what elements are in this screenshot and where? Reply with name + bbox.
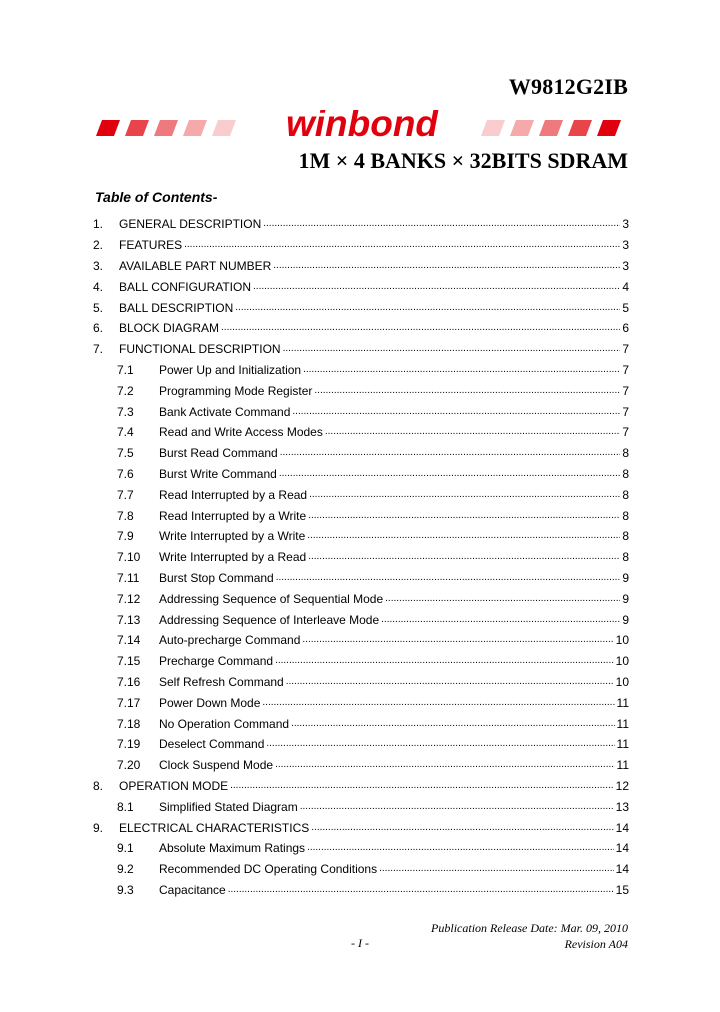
dot-leader	[263, 217, 620, 231]
dot-leader	[221, 321, 620, 335]
toc-entry-page: 8	[622, 487, 629, 502]
dot-leader	[262, 696, 614, 710]
document-title: 1M × 4 BANKS × 32BITS SDRAM	[298, 148, 628, 173]
toc-entry-number: 7.15	[117, 654, 141, 669]
toc-entry-number: 2.	[93, 238, 104, 253]
toc-entry[interactable]	[93, 464, 629, 485]
toc-entry[interactable]	[93, 380, 629, 401]
toc-entry-page: 10	[615, 633, 629, 648]
toc-entry-page: 9	[622, 570, 629, 585]
winbond-logo	[96, 110, 628, 144]
right-stripe	[568, 120, 592, 136]
dot-leader	[314, 384, 620, 398]
toc-entry-page: 9	[622, 612, 629, 627]
toc-entry[interactable]	[93, 880, 629, 901]
toc-entry-number: 7.10	[117, 550, 141, 565]
toc-entry-page: 10	[615, 674, 629, 689]
toc-entry-title: Read and Write Access Modes	[159, 425, 323, 440]
toc-entry-title: Capacitance	[159, 882, 226, 897]
toc-entry-title: FEATURES	[119, 238, 183, 253]
toc-entry[interactable]	[93, 713, 629, 734]
toc-entry-title: Write Interrupted by a Write	[159, 529, 306, 544]
toc-entry-number: 9.1	[117, 841, 134, 856]
dot-leader	[283, 342, 621, 356]
toc-entry-number: 4.	[93, 279, 104, 294]
toc-entry-title: Write Interrupted by a Read	[159, 550, 307, 565]
toc-entry-title: BALL DESCRIPTION	[119, 300, 234, 315]
toc-entry-title: Deselect Command	[159, 737, 265, 752]
toc-entry-title: Addressing Sequence of Sequential Mode	[159, 591, 384, 606]
right-stripe	[539, 120, 563, 136]
toc-entry-title: OPERATION MODE	[119, 778, 229, 793]
toc-entry-title: Burst Read Command	[159, 446, 278, 461]
toc-entry[interactable]	[93, 422, 629, 443]
toc-entry-title: BLOCK DIAGRAM	[119, 321, 220, 336]
toc-entry[interactable]	[93, 568, 629, 589]
toc-entry-page: 8	[622, 550, 629, 565]
toc-entry-page: 7	[622, 404, 629, 419]
toc-entry-number: 7.18	[117, 716, 141, 731]
toc-entry[interactable]	[93, 817, 629, 838]
toc-entry-title: Bank Activate Command	[159, 404, 291, 419]
toc-entry-page: 9	[622, 591, 629, 606]
left-stripe	[154, 120, 178, 136]
toc-entry[interactable]	[93, 505, 629, 526]
toc-entry-title: Simplified Stated Diagram	[159, 799, 298, 814]
toc-entry-number: 7.11	[117, 570, 140, 585]
toc-entry-page: 7	[622, 383, 629, 398]
toc-entry-page: 5	[622, 300, 629, 315]
dot-leader	[279, 467, 621, 481]
toc-entry-number: 1.	[93, 217, 104, 232]
toc-entry-title: Precharge Command	[159, 654, 274, 669]
toc-entry[interactable]	[93, 755, 629, 776]
toc-entry-page: 11	[616, 695, 629, 710]
toc-entry-number: 7.17	[117, 695, 141, 710]
dot-leader	[286, 675, 614, 689]
toc-entry-number: 7.13	[117, 612, 141, 627]
toc-entry-number: 7.1	[117, 362, 134, 377]
toc-entry-page: 6	[622, 321, 629, 336]
toc-entry-title: Burst Write Command	[159, 466, 277, 481]
toc-entry-title: ELECTRICAL CHARACTERISTICS	[119, 820, 310, 835]
toc-entry[interactable]	[93, 235, 629, 256]
publication-date: Publication Release Date: Mar. 09, 2010	[431, 921, 628, 935]
dot-leader	[381, 613, 620, 627]
toc-entry[interactable]	[93, 630, 629, 651]
dot-leader	[280, 446, 621, 460]
toc-entry[interactable]	[93, 526, 629, 547]
toc-entry-title: Recommended DC Operating Conditions	[159, 862, 378, 877]
toc-entry-number: 7.12	[117, 591, 141, 606]
toc-entry[interactable]	[93, 256, 629, 277]
toc-entry[interactable]	[93, 360, 629, 381]
toc-entry[interactable]	[93, 672, 629, 693]
dot-leader	[302, 633, 613, 647]
toc-entry-page: 3	[622, 238, 629, 253]
toc-entry-number: 7.7	[117, 487, 134, 502]
toc-entry[interactable]	[93, 318, 629, 339]
toc-entry-page: 14	[615, 820, 629, 835]
dot-leader	[184, 238, 620, 252]
toc-entry-page: 11	[616, 758, 629, 773]
dot-leader	[307, 841, 614, 855]
left-stripes	[96, 120, 236, 136]
toc-entry-title: Absolute Maximum Ratings	[159, 841, 306, 856]
toc-entry-title: Power Up and Initialization	[159, 362, 302, 377]
left-stripe	[96, 120, 120, 136]
dot-leader	[275, 654, 614, 668]
toc-entry-number: 5.	[93, 300, 104, 315]
toc-entry-title: Read Interrupted by a Read	[159, 487, 308, 502]
dot-leader	[325, 425, 620, 439]
dot-leader	[303, 363, 620, 377]
toc-entry-page: 14	[615, 862, 629, 877]
dot-leader	[292, 405, 620, 419]
dot-leader	[291, 717, 614, 731]
toc-entry-page: 14	[615, 841, 629, 856]
toc-entry-number: 6.	[93, 321, 104, 336]
toc-entry[interactable]	[93, 547, 629, 568]
toc-entry-number: 7.	[93, 342, 104, 357]
toc-entry-title: Power Down Mode	[159, 695, 261, 710]
toc-entry[interactable]	[93, 734, 629, 755]
toc-entry-number: 8.1	[117, 799, 134, 814]
dot-leader	[308, 550, 620, 564]
toc-entry-title: Addressing Sequence of Interleave Mode	[159, 612, 380, 627]
toc-entry-title: AVAILABLE PART NUMBER	[119, 258, 272, 273]
toc-entry-number: 7.16	[117, 674, 141, 689]
toc-entry-number: 7.5	[117, 446, 134, 461]
toc-entry-page: 11	[616, 737, 629, 752]
toc-entry-page: 7	[622, 425, 629, 440]
dot-leader	[309, 488, 620, 502]
dot-leader	[230, 779, 614, 793]
dot-leader	[235, 301, 620, 315]
toc-entry-number: 7.20	[117, 758, 141, 773]
toc-entry-page: 10	[615, 654, 629, 669]
left-stripe	[125, 120, 149, 136]
toc-entry-page: 8	[622, 446, 629, 461]
toc-entry-page: 4	[622, 279, 629, 294]
toc-entry[interactable]	[93, 776, 629, 797]
toc-entry-number: 9.2	[117, 862, 134, 877]
toc-entry-page: 7	[622, 342, 629, 357]
toc-entry[interactable]	[93, 484, 629, 505]
toc-heading: Table of Contents-	[95, 189, 218, 205]
toc-entry[interactable]	[93, 214, 629, 235]
right-stripe	[510, 120, 534, 136]
toc-entry-number: 7.8	[117, 508, 134, 523]
toc-entry-number: 7.2	[117, 383, 134, 398]
toc-entry-number: 8.	[93, 778, 104, 793]
page-number: - I -	[351, 936, 369, 950]
dot-leader	[228, 883, 614, 897]
toc-entry[interactable]	[93, 609, 629, 630]
dot-leader	[276, 571, 621, 585]
toc-entry[interactable]	[93, 692, 629, 713]
dot-leader	[300, 800, 614, 814]
part-number: W9812G2IB	[508, 74, 628, 99]
winbond-logo-band	[96, 110, 628, 144]
toc-entry-page: 3	[622, 217, 629, 232]
toc-entry[interactable]	[93, 401, 629, 422]
toc-entry-page: 7	[622, 362, 629, 377]
toc-entry-page: 8	[622, 529, 629, 544]
right-stripes	[481, 120, 621, 136]
toc-entry-title: Programming Mode Register	[159, 383, 313, 398]
toc-entry-number: 9.	[93, 820, 104, 835]
dot-leader	[266, 737, 614, 751]
toc-entry-page: 8	[622, 466, 629, 481]
toc-entry-number: 7.4	[117, 425, 134, 440]
toc-entry[interactable]	[93, 276, 629, 297]
toc-entry-page: 12	[615, 778, 629, 793]
toc-entry-page: 13	[615, 799, 629, 814]
dot-leader	[273, 259, 620, 273]
toc-entry-title: Clock Suspend Mode	[159, 758, 274, 773]
toc-entry[interactable]	[93, 796, 629, 817]
right-stripe	[597, 120, 621, 136]
toc-entry-page: 3	[622, 258, 629, 273]
toc-entry-number: 9.3	[117, 882, 134, 897]
toc-entry-title: Self Refresh Command	[159, 674, 284, 689]
dot-leader	[311, 821, 613, 835]
toc-entry[interactable]	[93, 297, 629, 318]
toc-entry-number: 7.6	[117, 466, 134, 481]
toc-entry-title: No Operation Command	[159, 716, 290, 731]
dot-leader	[379, 862, 614, 876]
toc-entry[interactable]	[93, 443, 629, 464]
toc-entry[interactable]	[93, 859, 629, 880]
revision: Revision A04	[564, 937, 628, 951]
right-stripe	[481, 120, 505, 136]
toc-entry-title: Auto-precharge Command	[159, 633, 301, 648]
left-stripe	[183, 120, 207, 136]
dot-leader	[253, 280, 620, 294]
toc-entry[interactable]	[93, 339, 629, 360]
brand-wordmark: winbond	[285, 110, 439, 144]
toc-entry-title: FUNCTIONAL DESCRIPTION	[119, 342, 281, 357]
toc-entry-title: GENERAL DESCRIPTION	[119, 217, 262, 232]
toc-entry-number: 7.9	[117, 529, 134, 544]
toc-entry-page: 8	[622, 508, 629, 523]
dot-leader	[275, 758, 614, 772]
toc-entry-title: Burst Stop Command	[159, 570, 274, 585]
toc-entry-title: BALL CONFIGURATION	[119, 279, 252, 294]
toc-entry[interactable]	[93, 588, 629, 609]
toc-entry-page: 11	[616, 716, 629, 731]
toc-entry-number: 7.3	[117, 404, 134, 419]
toc-entry-number: 3.	[93, 258, 104, 273]
toc-entry[interactable]	[93, 838, 629, 859]
dot-leader	[307, 529, 620, 543]
table-of-contents	[93, 214, 629, 900]
toc-entry[interactable]	[93, 651, 629, 672]
left-stripe	[212, 120, 236, 136]
toc-entry-number: 7.14	[117, 633, 141, 648]
toc-entry-title: Read Interrupted by a Write	[159, 508, 307, 523]
dot-leader	[308, 509, 620, 523]
toc-entry-page: 15	[615, 882, 629, 897]
toc-entry-number: 7.19	[117, 737, 141, 752]
dot-leader	[385, 592, 620, 606]
